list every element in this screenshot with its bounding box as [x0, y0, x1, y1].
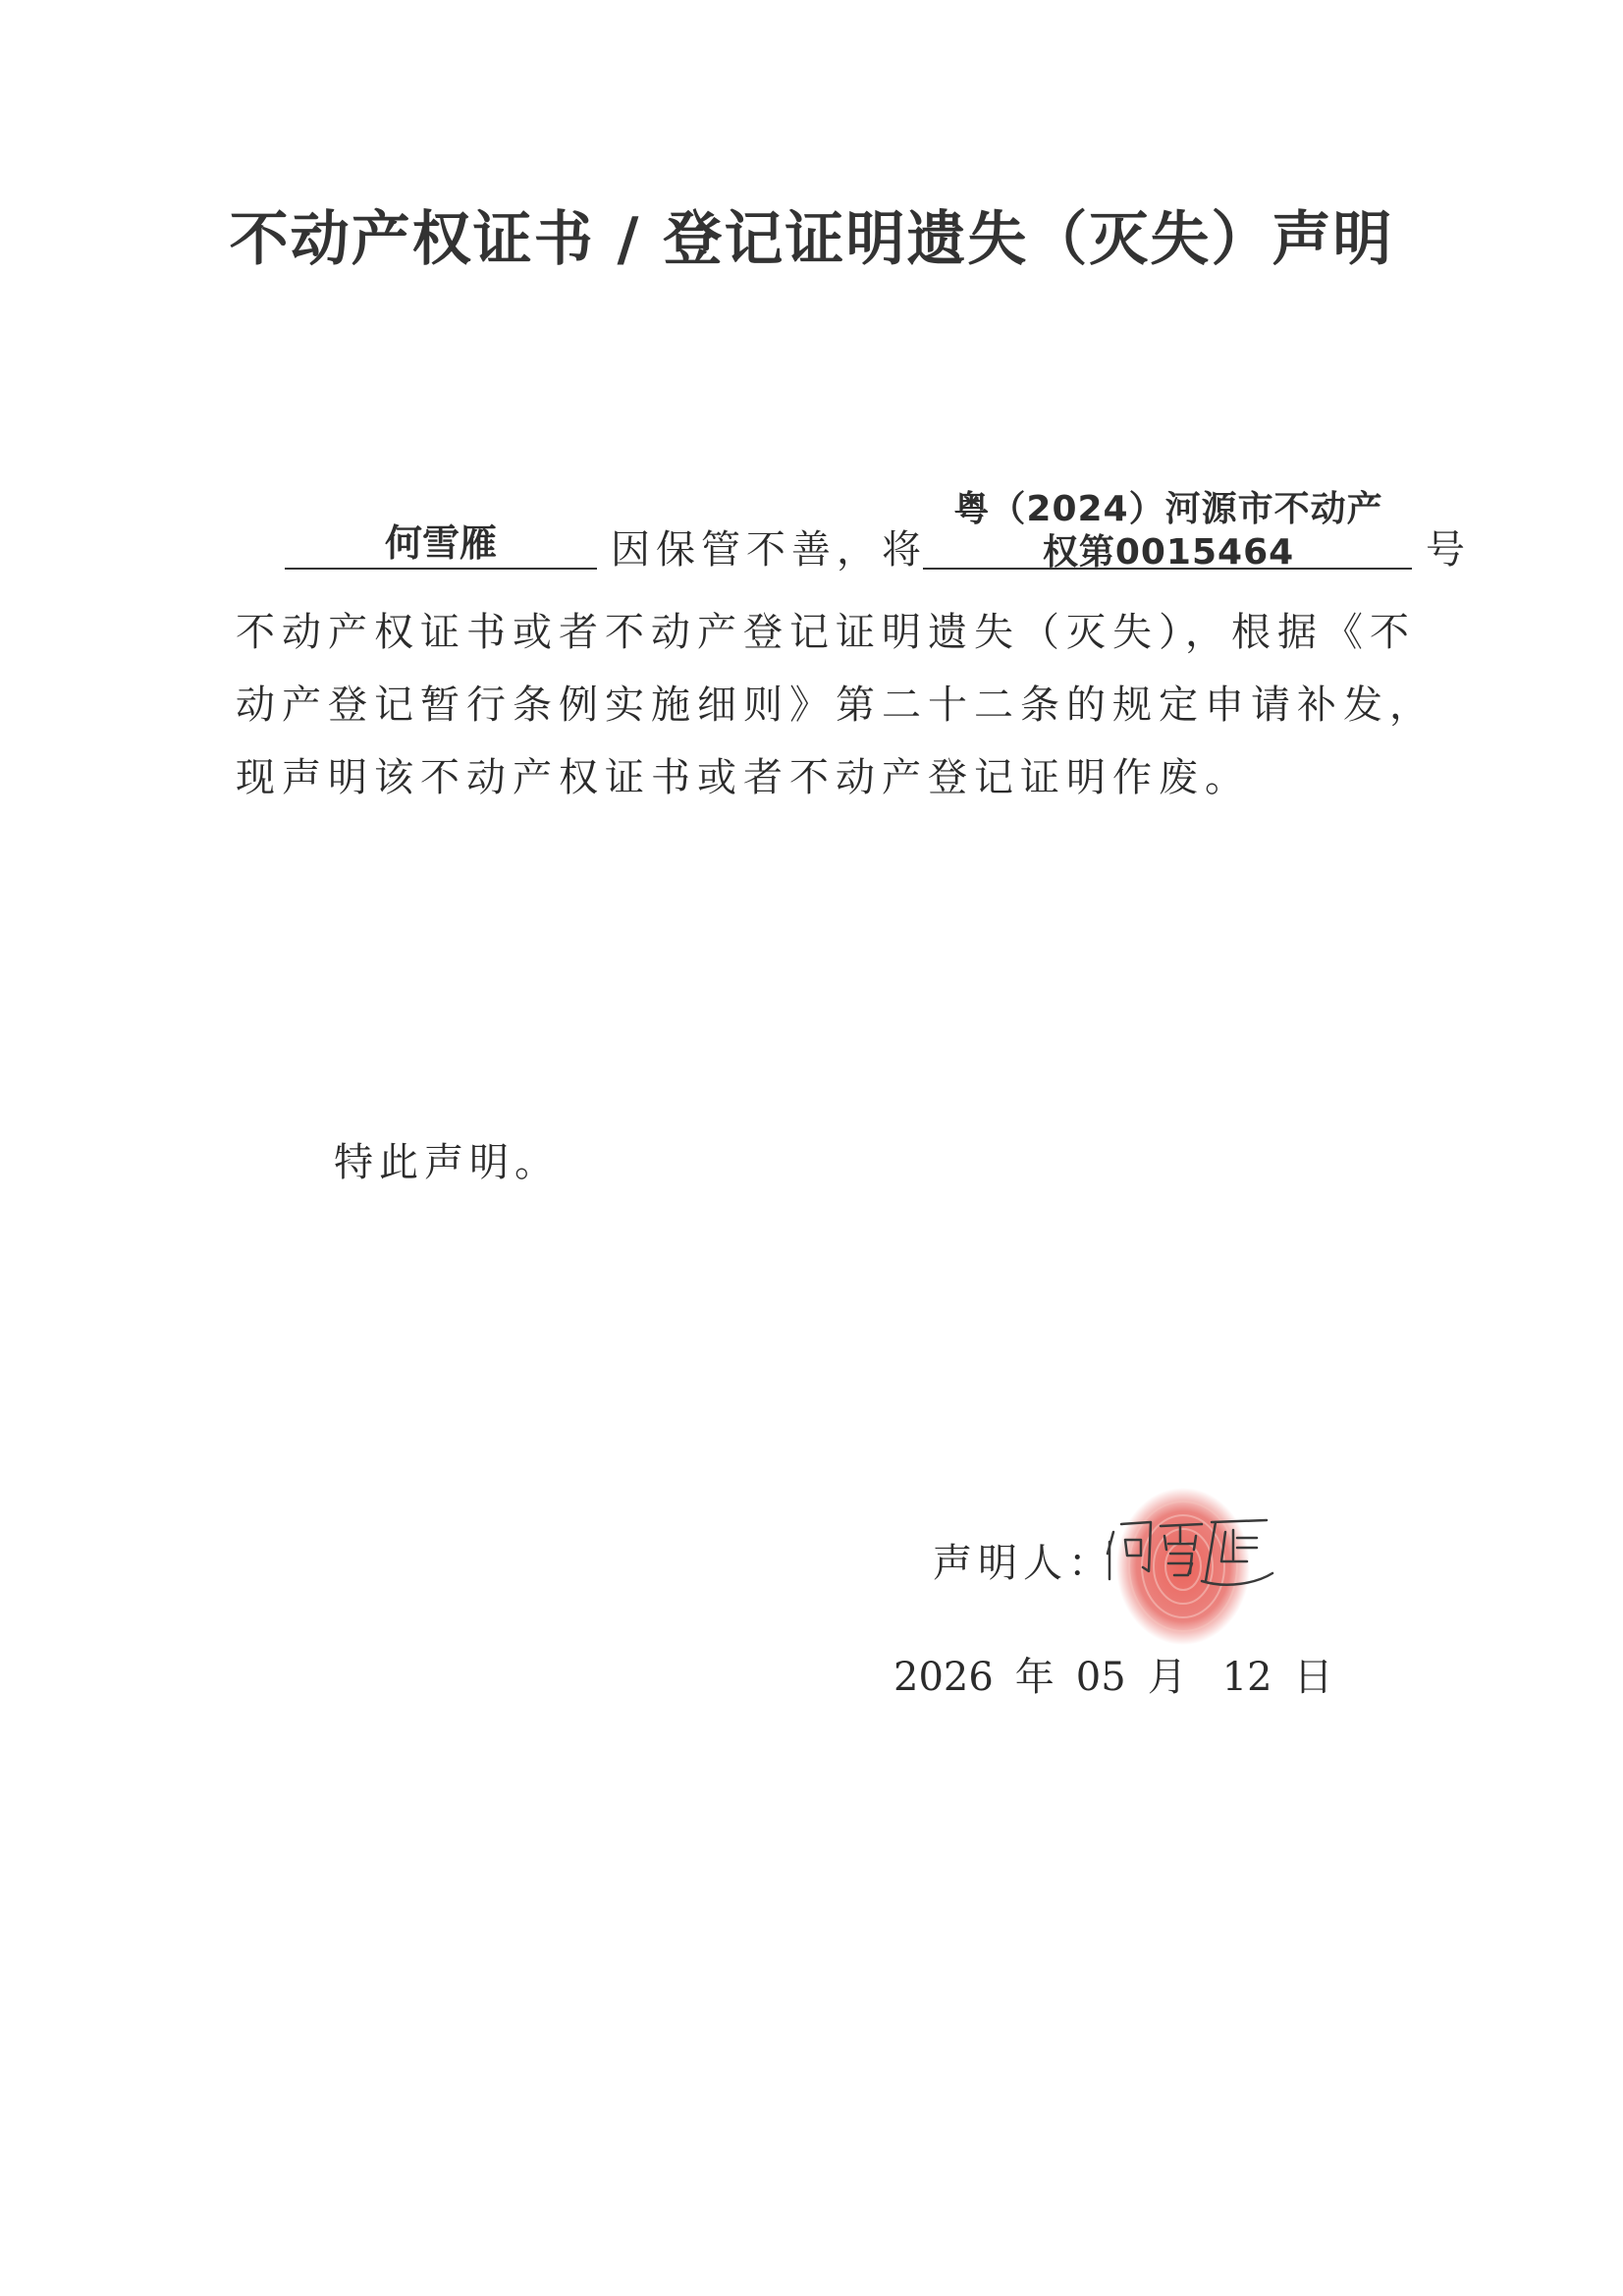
body-line-3: 现声明该不动产权证书或者不动产登记证明作废。 — [236, 755, 1251, 800]
declaration-first-line — [0, 491, 1623, 579]
body-line-2: 动产登记暂行条例实施细则》第二十二条的规定申请补发， — [236, 683, 1435, 728]
handwritten-signature — [1100, 1503, 1276, 1591]
declarant-name-fill: 何雪雁 — [384, 521, 497, 565]
date-day-unit: 日 — [1293, 1655, 1333, 1700]
declaration-date — [893, 1646, 1333, 1702]
declaration-middle-text: 因保管不善，将 — [611, 527, 927, 573]
closing-statement: 特此声明。 — [334, 1140, 560, 1185]
number-suffix: 号 — [1426, 527, 1465, 573]
declarant-label: 声明人： — [933, 1541, 1113, 1586]
body-line-1: 不动产权证书或者不动产登记证明遗失（灭失），根据《不 — [236, 610, 1416, 655]
declarant-name-underline — [285, 568, 597, 570]
date-month: 05 — [1075, 1655, 1126, 1700]
certificate-number-line2: 权第0015464 — [1042, 532, 1295, 573]
certificate-number-underline — [923, 568, 1412, 570]
date-year: 2026 — [893, 1655, 994, 1700]
date-day: 12 — [1221, 1655, 1272, 1700]
certificate-number-line1: 粤（2024）河源市不动产 — [953, 489, 1383, 529]
date-month-unit: 月 — [1147, 1655, 1187, 1700]
date-year-unit: 年 — [1014, 1655, 1055, 1700]
document-title: 不动产权证书 / 登记证明遗失（灭失）声明 — [229, 205, 1394, 274]
